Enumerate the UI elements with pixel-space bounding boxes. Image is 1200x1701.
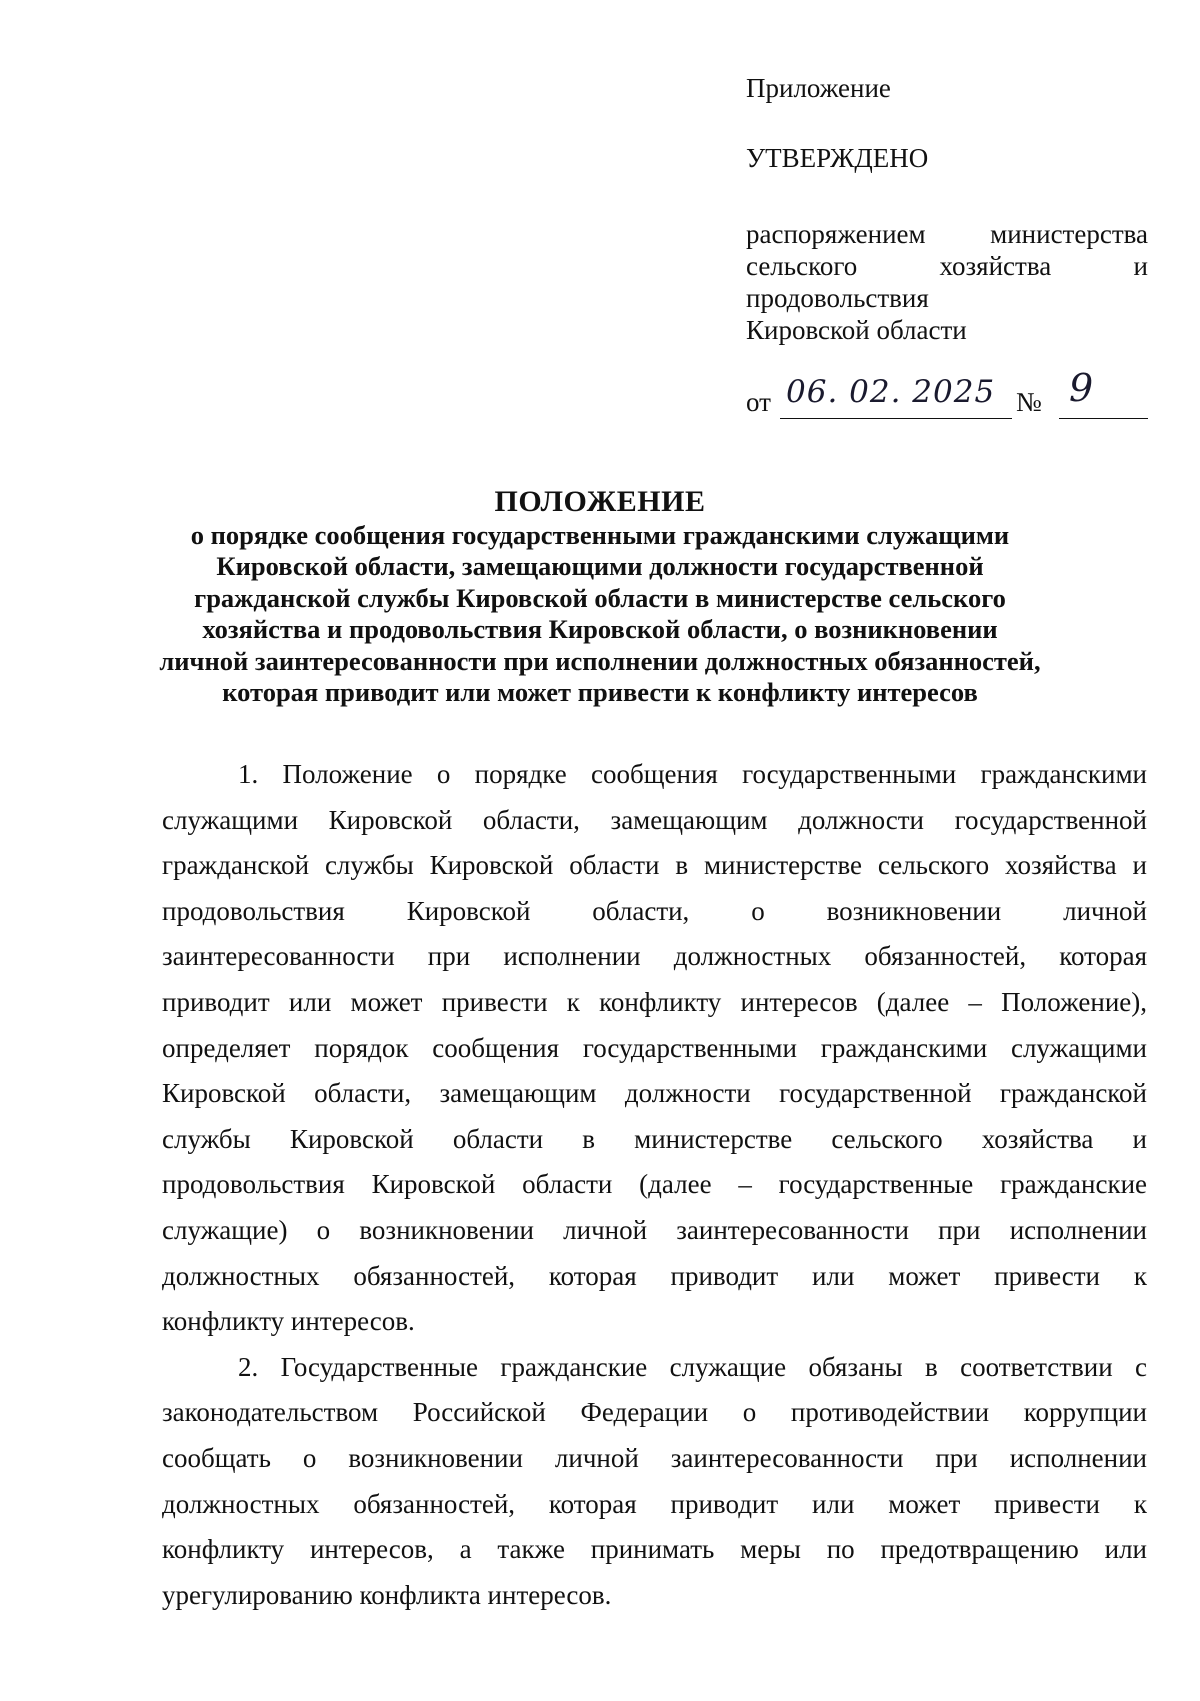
issuer-block xyxy=(746,218,1148,346)
handwritten-date: 06. 02. 2025 xyxy=(786,374,996,410)
text-line: заинтересованности при исполнении должностных обязанностей, которая xyxy=(162,941,1147,972)
approved-label: УТВЕРЖДЕНО xyxy=(746,143,929,173)
text-line: конфликту интересов. xyxy=(162,1306,415,1337)
number-prefix: № xyxy=(1016,387,1042,417)
text-line: продовольствия Кировской области (далее – государственные гражданские xyxy=(162,1169,1147,1200)
text-line: урегулированию конфликта интересов. xyxy=(162,1579,612,1610)
date-field xyxy=(780,374,1012,419)
text-line: службы Кировской области в министерстве сельского хозяйства и xyxy=(162,1123,1147,1154)
title-main: ПОЛОЖЕНИЕ xyxy=(494,485,706,518)
appendix-label: Приложение xyxy=(746,73,891,103)
paragraph-2 xyxy=(162,1345,1147,1619)
document-body xyxy=(162,752,1147,1618)
text-line: должностных обязанностей, которая приводит или может привести к xyxy=(162,1488,1147,1519)
number-field xyxy=(1059,366,1148,419)
document-title xyxy=(150,484,1050,708)
paragraph-1 xyxy=(162,752,1147,1345)
handwritten-number: 9 xyxy=(1069,366,1094,410)
text-line: продовольствия Кировской области, о возникновении личной xyxy=(162,895,1147,926)
text-line: определяет порядок сообщения государственными гражданскими служащими xyxy=(162,1032,1147,1063)
issuer-line: Кировской области xyxy=(746,315,967,345)
text-line: служащие) о возникновении личной заинтересованности при исполнении xyxy=(162,1214,1147,1245)
text-line: законодательством Российской Федерации о противодействии коррупции xyxy=(162,1397,1147,1428)
text-line: служащими Кировской области, замещающим должности государственной xyxy=(162,804,1147,835)
text-line: Кировской области, замещающим должности государственной гражданской xyxy=(162,1078,1147,1109)
text-line: сообщать о возникновении личной заинтересованности при исполнении xyxy=(162,1442,1147,1473)
subtitle-line: хозяйства и продовольствия Кировской области, о возникновении xyxy=(202,614,998,645)
issuer-line: продовольствия xyxy=(746,283,929,313)
subtitle-line: которая приводит или может привести к конфликту интересов xyxy=(222,677,978,708)
date-prefix: от xyxy=(746,387,771,417)
date-number-line xyxy=(746,366,1148,420)
text-line: 1. Положение о порядке сообщения государственными гражданскими xyxy=(238,759,1147,789)
text-line: конфликту интересов, а также принимать меры по предотвращению или xyxy=(162,1534,1147,1565)
subtitle-line: личной заинтересованности при исполнении должностных обязанностей, xyxy=(159,645,1041,676)
subtitle-line: гражданской службы Кировской области в министерстве сельского xyxy=(194,582,1006,613)
subtitle-line: о порядке сообщения государственными гражданскими служащими xyxy=(190,520,1010,550)
text-line: должностных обязанностей, которая приводит или может привести к xyxy=(162,1260,1147,1291)
subtitle-line: Кировской области, замещающими должности государственной xyxy=(216,551,984,582)
issuer-line: сельского хозяйства и xyxy=(746,251,1148,281)
issuer-line: распоряжением министерства xyxy=(746,219,1148,249)
text-line: гражданской службы Кировской области в министерстве сельского хозяйства и xyxy=(162,850,1147,881)
text-line: 2. Государственные гражданские служащие обязаны в соответствии с xyxy=(238,1351,1147,1382)
text-line: приводит или может привести к конфликту интересов (далее – Положение), xyxy=(162,986,1147,1017)
